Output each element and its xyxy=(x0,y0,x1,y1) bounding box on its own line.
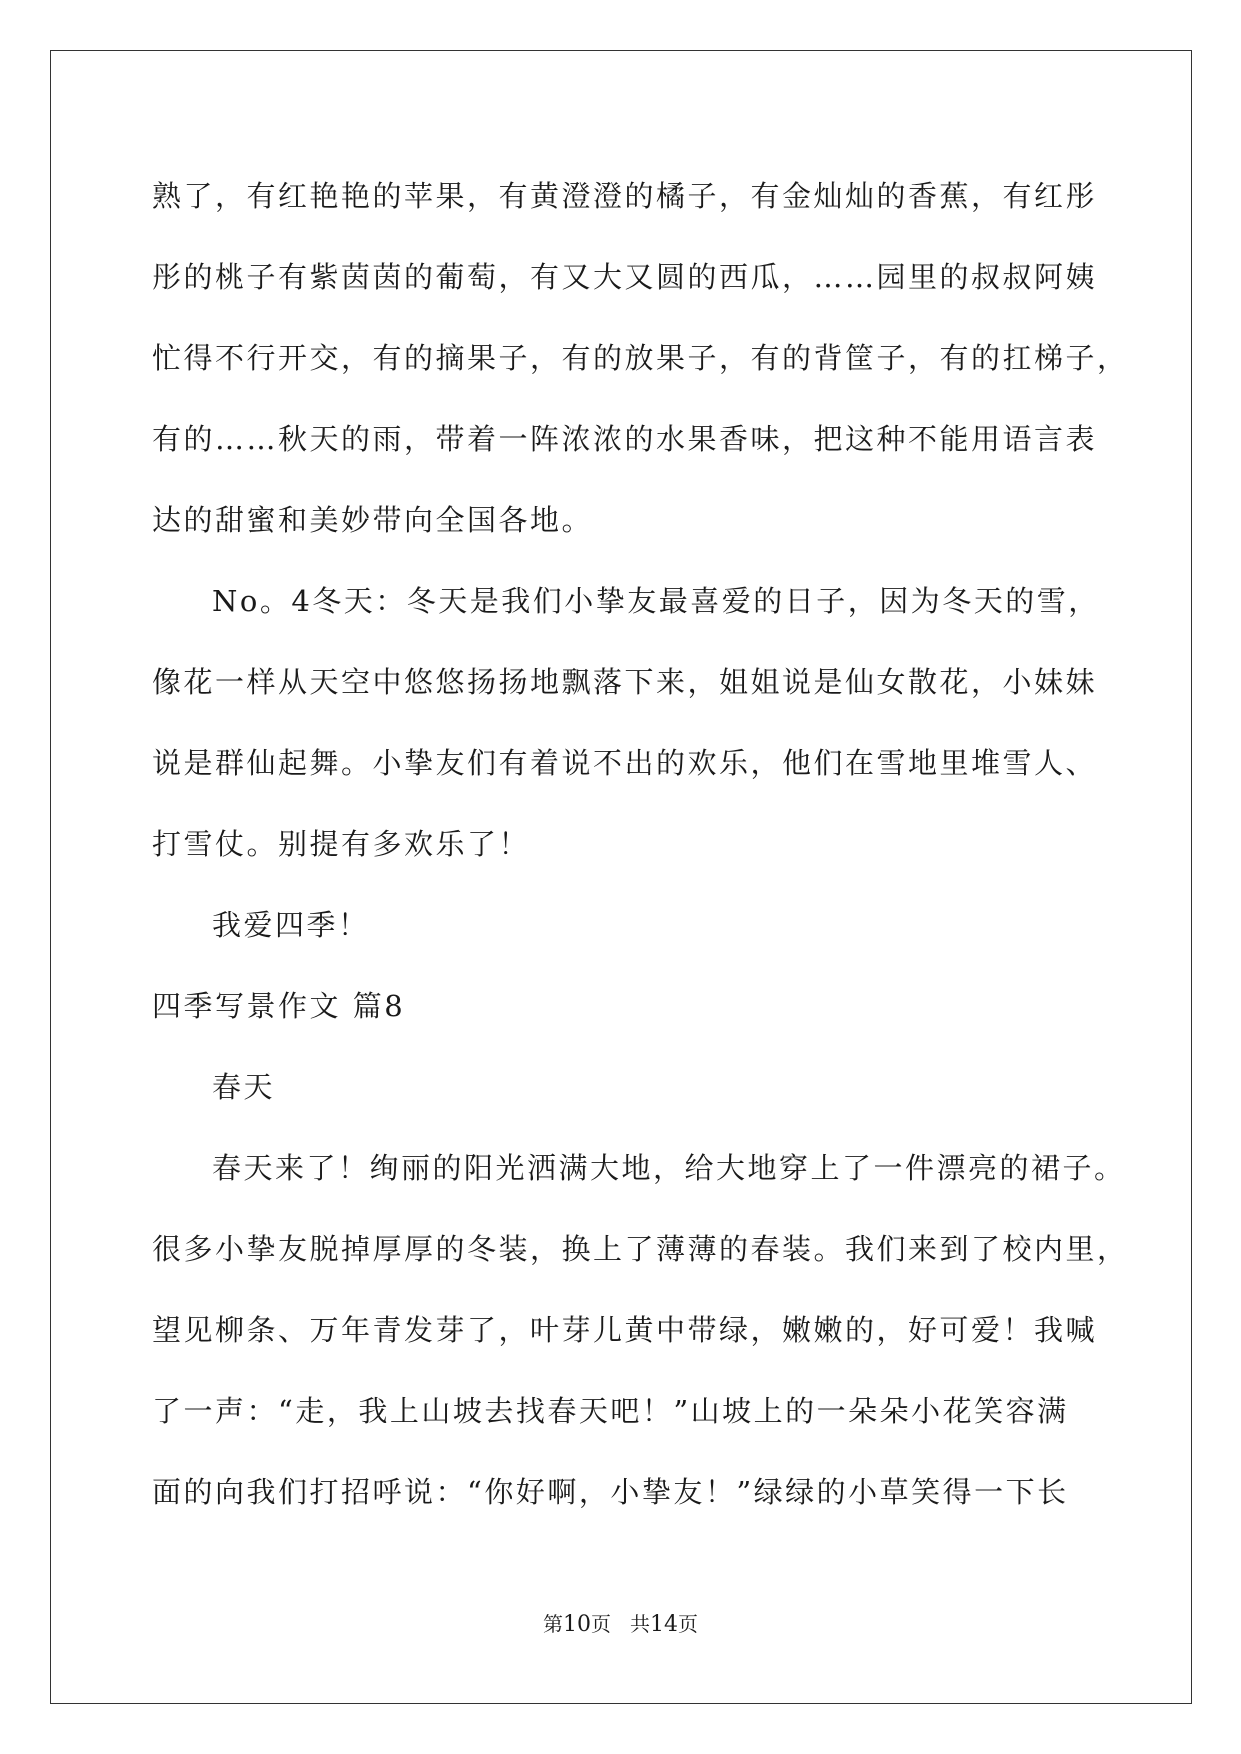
subheading: 春天 xyxy=(212,1070,276,1104)
text-line: 望见柳条、万年青发芽了，叶芽儿黄中带绿，嫩嫩的，好可爱！我喊 xyxy=(152,1313,1098,1347)
section-heading: 四季写景作文 篇8 xyxy=(152,989,406,1023)
text-line: 像花一样从天空中悠悠扬扬地飘落下来，姐姐说是仙女散花，小妹妹 xyxy=(152,665,1098,699)
paragraph-start: No。4冬天：冬天是我们小挚友最喜爱的日子，因为冬天的雪， xyxy=(212,584,1100,618)
text-line: 了一声：“走，我上山坡去找春天吧！”山坡上的一朵朵小花笑容满 xyxy=(152,1394,1069,1428)
document-body xyxy=(152,156,1129,1533)
text-line: 忙得不行开交，有的摘果子，有的放果子，有的背筐子，有的扛梯子， xyxy=(152,341,1129,375)
page-footer xyxy=(0,1610,1241,1639)
text-line: 有的……秋天的雨，带着一阵浓浓的水果香味，把这种不能用语言表 xyxy=(152,422,1098,456)
text-line: 很多小挚友脱掉厚厚的冬装，换上了薄薄的春装。我们来到了校内里， xyxy=(152,1232,1129,1266)
text-line: 打雪仗。别提有多欢乐了！ xyxy=(152,827,531,861)
footer-total-prefix: 共 xyxy=(630,1612,651,1636)
text-line: 熟了，有红艳艳的苹果，有黄澄澄的橘子，有金灿灿的香蕉，有红彤 xyxy=(152,179,1098,213)
text-line: 面的向我们打招呼说：“你好啊，小挚友！”绿绿的小草笑得一下长 xyxy=(152,1475,1069,1509)
text-line: 说是群仙起舞。小挚友们有着说不出的欢乐，他们在雪地里堆雪人、 xyxy=(152,746,1098,780)
current-page-number: 10 xyxy=(562,1612,591,1637)
paragraph-start: 春天来了！绚丽的阳光洒满大地，给大地穿上了一件漂亮的裙子。 xyxy=(212,1151,1126,1185)
footer-prefix: 第 xyxy=(542,1612,563,1636)
footer-page-word: 页 xyxy=(590,1612,611,1636)
total-page-number: 14 xyxy=(650,1612,679,1637)
paragraph-start: 我爱四季！ xyxy=(212,908,370,942)
text-line: 达的甜蜜和美妙带向全国各地。 xyxy=(152,503,594,537)
text-line: 彤的桃子有紫茵茵的葡萄，有又大又圆的西瓜，……园里的叔叔阿姨 xyxy=(152,260,1098,294)
footer-total-suffix: 页 xyxy=(678,1612,699,1636)
